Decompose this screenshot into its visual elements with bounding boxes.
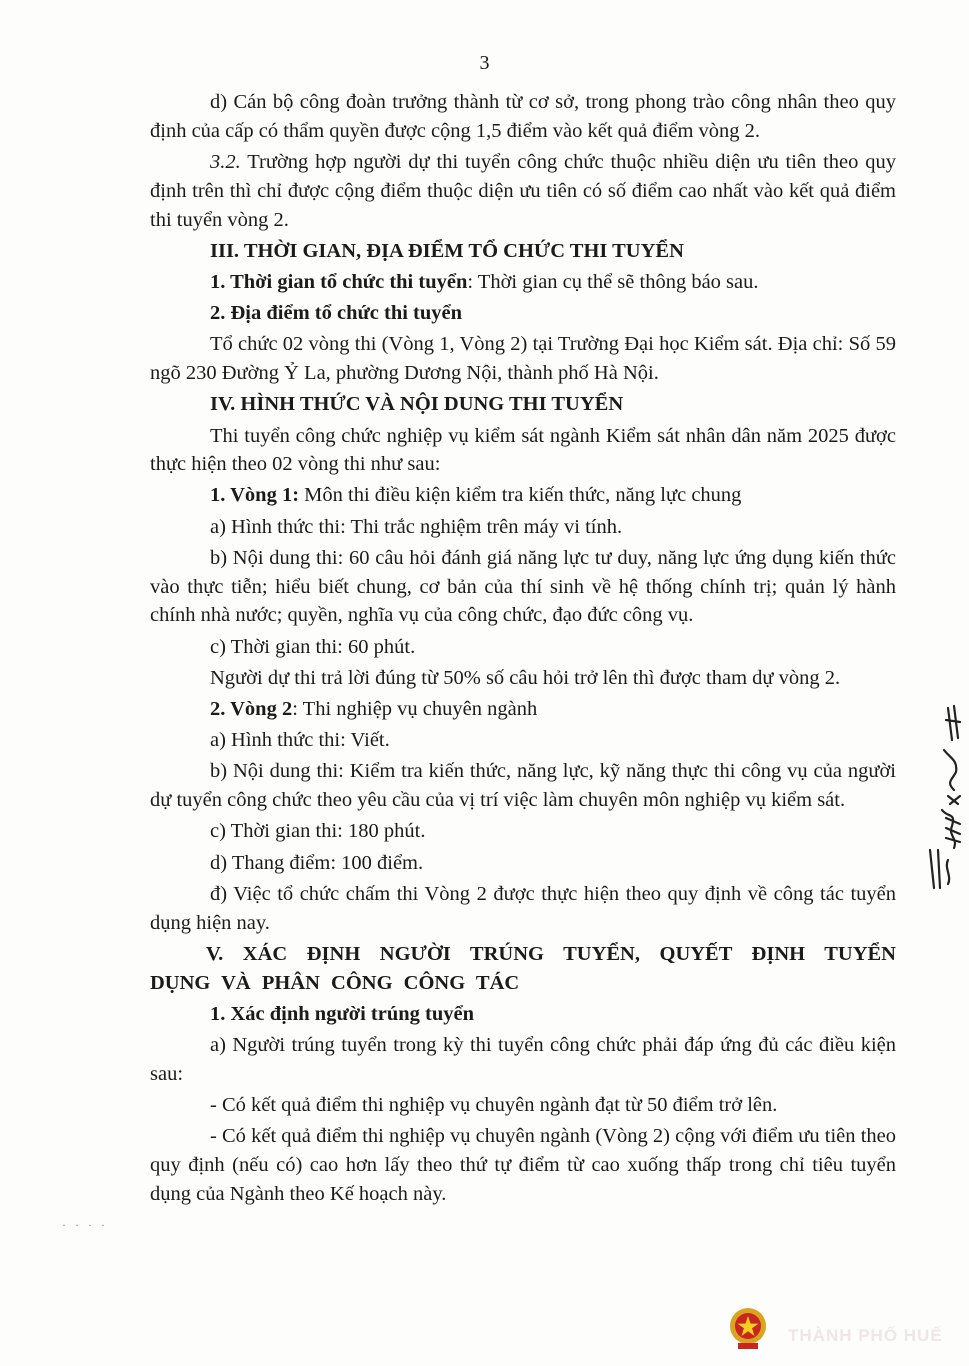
paragraph: Thi tuyển công chức nghiệp vụ kiểm sát ngành Kiểm sát nhân dân năm 2025 được thực hiện theo 02 vòng thi như sau: <box>150 424 896 476</box>
paragraph: Người dự thi trả lời đúng từ 50% số câu hỏi trở lên thì được tham dự vòng 2. <box>210 666 841 689</box>
paragraph: c) Thời gian thi: 60 phút. <box>210 635 416 658</box>
paragraph: d) Thang điểm: 100 điểm. <box>210 851 424 874</box>
subheading: 1. Vòng 1: <box>210 484 300 507</box>
paragraph: b) Nội dung thi: 60 câu hỏi đánh giá năng lực tư duy, năng lực ứng dụng kiến thức vào thực tiễn; hiểu biết chung, cơ bản của thí sinh về hệ thống chính trị; quản lý hành chính nhà nước; quyền, nghĩa vụ của công chức, đạo đức công vụ. <box>150 546 896 627</box>
paragraph <box>150 268 896 297</box>
emblem-icon <box>728 1306 768 1350</box>
paragraph <box>150 695 896 724</box>
subheading: 2. Vòng 2 <box>210 698 293 721</box>
paragraph-text: Trường hợp người dự thi tuyển công chức thuộc nhiều diện ưu tiên theo quy định trên thì chỉ được cộng điểm thuộc diện ưu tiên có số điểm cao nhất vào kết quả điểm thi tuyển vòng 2. <box>150 150 896 231</box>
watermark-text: THÀNH PHỐ HUẾ <box>788 1326 943 1345</box>
section-heading: IV. HÌNH THỨC VÀ NỘI DUNG THI TUYỂN <box>210 393 624 416</box>
paragraph: a) Người trúng tuyển trong kỳ thi tuyển công chức phải đáp ứng đủ các điều kiện sau: <box>150 1033 896 1085</box>
page-number: 3 <box>479 52 490 74</box>
paragraph: - Có kết quả điểm thi nghiệp vụ chuyên ngành (Vòng 2) cộng với điểm ưu tiên theo quy định (nếu có) cao hơn lấy theo thứ tự điểm từ cao xuống thấp trong chỉ tiêu tuyển dụng của Ngành theo Kế hoạch này. <box>150 1125 896 1205</box>
paragraph: b) Nội dung thi: Kiểm tra kiến thức, năng lực, kỹ năng thực thi công vụ của người dự tuyển công chức theo yêu cầu của vị trí việc làm chuyên môn nghiệp vụ kiểm sát. <box>150 760 896 812</box>
subheading: 2. Địa điểm tổ chức thi tuyển <box>210 302 463 325</box>
paragraph <box>150 148 896 234</box>
section-number: 3.2. <box>210 150 241 173</box>
paragraph: Tổ chức 02 vòng thi (Vòng 1, Vòng 2) tại Trường Đại học Kiểm sát. Địa chỉ: Số 59 ngõ 230 Đường Ỷ La, phường Dương Nội, thành phố Hà Nội. <box>150 333 896 385</box>
paragraph: a) Hình thức thi: Thi trắc nghiệm trên máy vi tính. <box>210 515 623 538</box>
paragraph-text: Môn thi điều kiện kiểm tra kiến thức, năng lực chung <box>299 484 742 507</box>
paragraph <box>150 481 896 510</box>
margin-signature-icon <box>918 700 964 890</box>
paragraph: c) Thời gian thi: 180 phút. <box>210 820 426 843</box>
paragraph-text: : Thời gian cụ thể sẽ thông báo sau. <box>467 270 759 293</box>
paragraph-text: : Thi nghiệp vụ chuyên ngành <box>292 698 538 721</box>
section-heading: V. XÁC ĐỊNH NGƯỜI TRÚNG TUYỂN, QUYẾT ĐỊNH TUYỂN DỤNG VÀ PHÂN CÔNG CÔNG TÁC <box>150 942 896 994</box>
paragraph: a) Hình thức thi: Viết. <box>210 729 390 752</box>
document-body <box>150 88 896 1211</box>
subheading: 1. Thời gian tổ chức thi tuyển <box>210 270 468 293</box>
paragraph: d) Cán bộ công đoàn trưởng thành từ cơ sở, trong phong trào công nhân theo quy định của cấp có thẩm quyền được cộng 1,5 điểm vào kết quả điểm vòng 2. <box>150 91 896 142</box>
scan-artifact: · · · · <box>62 1218 108 1232</box>
subheading: 1. Xác định người trúng tuyển <box>210 1002 475 1025</box>
paragraph: - Có kết quả điểm thi nghiệp vụ chuyên ngành đạt từ 50 điểm trở lên. <box>210 1093 778 1116</box>
section-heading: III. THỜI GIAN, ĐỊA ĐIỂM TỔ CHỨC THI TUYỂN <box>210 239 684 262</box>
paragraph: đ) Việc tổ chức chấm thi Vòng 2 được thực hiện theo quy định về công tác tuyển dụng hiện nay. <box>150 882 896 934</box>
